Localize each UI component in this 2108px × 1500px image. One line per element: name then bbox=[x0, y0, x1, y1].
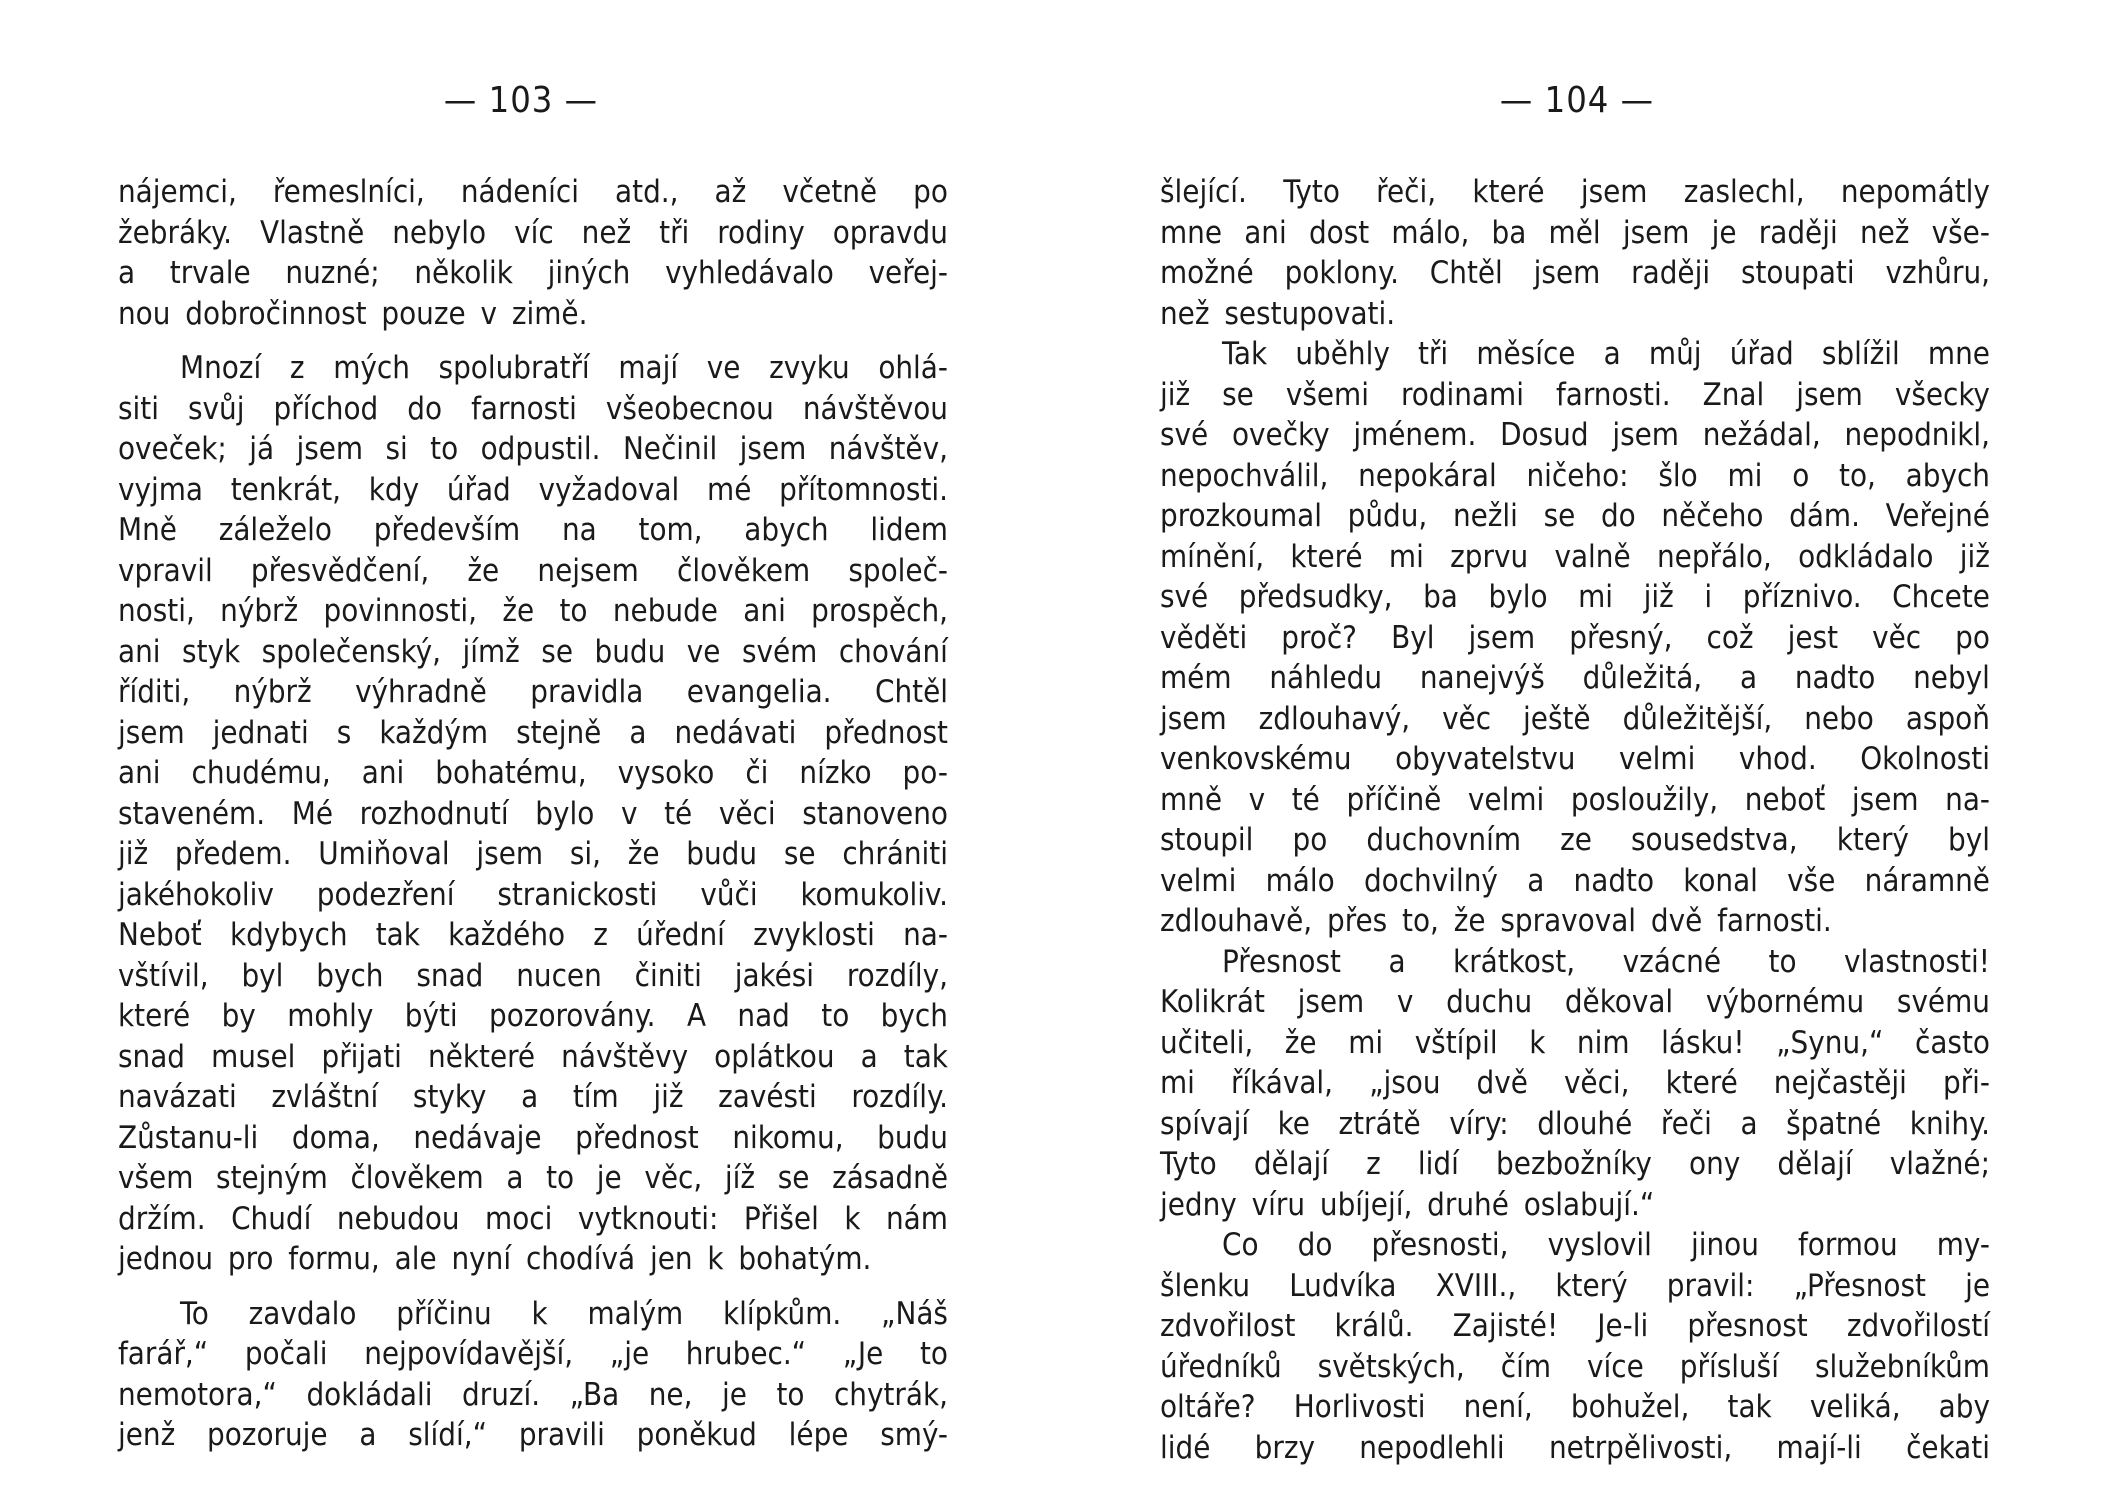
text-line: nepochválil, nepokáral ničeho: šlo mi o to, abych bbox=[1160, 457, 1990, 494]
paragraph-gap bbox=[118, 1280, 948, 1294]
text-line: Co do přesnosti, vyslovil jinou formou my- bbox=[1222, 1227, 1990, 1263]
text-line: všem stejným člověkem a to je věc, jíž se zásadně bbox=[118, 1160, 948, 1196]
text-line: vpravil přesvědčení, že nejsem člověkem společ- bbox=[118, 552, 948, 589]
text-line: učiteli, že mi vštípil k nim lásku! „Synu,“ často bbox=[1160, 1024, 1990, 1061]
text-line: jednou pro formu, ale nyní chodívá jen k bohatým. bbox=[118, 1241, 872, 1277]
text-line: nájemci, řemeslníci, nádeníci atd., až včetně po bbox=[118, 174, 948, 210]
paragraph-gap bbox=[118, 334, 948, 348]
text-line: říditi, nýbrž výhradně pravidla evangelia. Chtěl bbox=[118, 674, 948, 710]
text-line: mně v té příčině velmi posloužily, neboť jsem na- bbox=[1160, 781, 1990, 818]
page-number: — 104 — bbox=[1499, 80, 1655, 121]
text-line: vyjma tenkrát, kdy úřad vyžadoval mé přítomnosti. bbox=[118, 471, 948, 508]
text-line: které by mohly býti pozorovány. A nad to bych bbox=[118, 998, 948, 1034]
text-line: jsem jednati s každým stejně a nedávati přednost bbox=[118, 714, 948, 751]
paragraph bbox=[1160, 942, 1990, 1226]
text-line: lidé brzy nepodlehli netrpělivosti, mají-li čekati bbox=[1160, 1429, 1990, 1466]
text-line: držím. Chudí nebudou moci vytknouti: Přišel k nám bbox=[118, 1200, 948, 1237]
text-line: jenž pozoruje a slídí,“ pravili poněkud lépe smý- bbox=[118, 1417, 948, 1453]
page-text bbox=[1160, 172, 1990, 1468]
text-line: věděti proč? Byl jsem přesný, což jest věc po bbox=[1160, 619, 1990, 656]
text-line: ani styk společenský, jímž se budu ve svém chování bbox=[118, 633, 948, 670]
right-page bbox=[1160, 0, 1990, 1500]
text-line: Mně záleželo především na tom, abych lidem bbox=[118, 512, 948, 548]
text-line: mínění, které mi zprvu valně nepřálo, odkládalo již bbox=[1160, 538, 1990, 575]
text-line: nosti, nýbrž povinnosti, že to nebude ani prospěch, bbox=[118, 593, 948, 629]
text-line: oveček; já jsem si to odpustil. Nečinil jsem návštěv, bbox=[118, 431, 948, 467]
left-page bbox=[118, 0, 948, 1500]
text-line: vštívil, byl bych snad nucen činiti jakési rozdíly, bbox=[118, 957, 948, 994]
text-line: jsem zdlouhavý, věc ještě důležitější, nebo aspoň bbox=[1160, 700, 1990, 737]
text-line: mne ani dost málo, ba měl jsem je raději než vše- bbox=[1160, 214, 1990, 251]
text-line: spívají ke ztrátě víry: dlouhé řeči a špatné knihy. bbox=[1160, 1105, 1990, 1142]
text-line: prozkoumal půdu, nežli se do něčeho dám. Veřejné bbox=[1160, 498, 1990, 534]
text-line: jedny víru ubíjejí, druhé oslabují.“ bbox=[1160, 1186, 1655, 1223]
text-line: zdvořilost králů. Zajisté! Je-li přesnost zdvořilostí bbox=[1160, 1308, 1990, 1344]
text-line: staveném. Mé rozhodnutí bylo v té věci stanoveno bbox=[118, 795, 948, 832]
text-line: úředníků světských, čím více přísluší služebníkům bbox=[1160, 1348, 1990, 1385]
text-line: šlenku Ludvíka XVIII., který pravil: „Přesnost je bbox=[1160, 1267, 1990, 1304]
text-line: nou dobročinnost pouze v zimě. bbox=[118, 295, 588, 332]
text-line: Zůstanu-li doma, nedávaje přednost nikomu, budu bbox=[118, 1119, 948, 1156]
text-line: žebráky. Vlastně nebylo víc než tři rodiny opravdu bbox=[118, 214, 948, 251]
text-line: velmi málo dochvilný a nadto konal vše náramně bbox=[1160, 862, 1990, 899]
text-line: siti svůj příchod do farnosti všeobecnou návštěvou bbox=[118, 390, 948, 427]
text-line: Kolikrát jsem v duchu děkoval výbornému svému bbox=[1160, 984, 1990, 1020]
text-line: již předem. Umiňoval jsem si, že budu se chrániti bbox=[118, 836, 948, 872]
page-text bbox=[118, 172, 948, 1456]
text-line: snad musel přijati některé návštěvy oplátkou a tak bbox=[118, 1038, 948, 1075]
text-line: Neboť kdybych tak každého z úřední zvyklosti na- bbox=[118, 917, 948, 953]
text-line: Mnozí z mých spolubratří mají ve zvyku ohlá- bbox=[180, 350, 948, 386]
text-line: venkovskému obyvatelstvu velmi vhod. Okolnosti bbox=[1160, 741, 1990, 777]
text-line: Tak uběhly tři měsíce a můj úřad sblížil mne bbox=[1222, 336, 1990, 372]
text-line: stoupil po duchovním ze sousedstva, který byl bbox=[1160, 822, 1990, 858]
text-line: své ovečky jménem. Dosud jsem nežádal, nepodnikl, bbox=[1160, 417, 1990, 453]
paragraph bbox=[1160, 334, 1990, 942]
text-line: oltáře? Horlivosti není, bohužel, tak veliká, aby bbox=[1160, 1389, 1990, 1425]
text-line: To zavdalo příčinu k malým klípkům. „Náš bbox=[180, 1295, 948, 1332]
text-line: mi říkával, „jsou dvě věci, které nejčastěji při- bbox=[1160, 1065, 1990, 1101]
page-number: — 103 — bbox=[443, 80, 599, 121]
text-line: než sestupovati. bbox=[1160, 295, 1396, 332]
text-line: Tyto dělají z lidí bezbožníky ony dělají vlažné; bbox=[1160, 1146, 1990, 1182]
paragraph bbox=[1160, 172, 1990, 334]
paragraph bbox=[118, 348, 948, 1280]
text-line: a trvale nuzné; několik jiných vyhledávalo veřej- bbox=[118, 255, 948, 291]
text-line: Přesnost a krátkost, vzácné to vlastnosti! bbox=[1222, 943, 1990, 980]
text-line: farář,“ počali nejpovídavější, „je hrubec.“ „Je to bbox=[118, 1336, 948, 1372]
text-line: zdlouhavě, přes to, že spravoval dvě farnosti. bbox=[1160, 903, 1832, 939]
text-line: své předsudky, ba bylo mi již i příznivo. Chcete bbox=[1160, 579, 1990, 615]
text-line: již se všemi rodinami farnosti. Znal jsem všecky bbox=[1160, 376, 1990, 413]
paragraph bbox=[1160, 1225, 1990, 1468]
text-line: jakéhokoliv podezření stranickosti vůči komukoliv. bbox=[118, 876, 948, 913]
text-line: navázati zvláštní styky a tím již zavésti rozdíly. bbox=[118, 1079, 948, 1115]
text-line: nemotora,“ dokládali druzí. „Ba ne, je to chytrák, bbox=[118, 1376, 948, 1413]
text-line: mém náhledu nanejvýš důležitá, a nadto nebyl bbox=[1160, 660, 1990, 696]
text-line: možné poklony. Chtěl jsem raději stoupati vzhůru, bbox=[1160, 255, 1990, 291]
paragraph bbox=[118, 1294, 948, 1456]
text-line: ani chudému, ani bohatému, vysoko či nízko po- bbox=[118, 755, 948, 791]
paragraph bbox=[118, 172, 948, 334]
text-line: šlející. Tyto řeči, které jsem zaslechl, nepomátly bbox=[1160, 174, 1990, 210]
